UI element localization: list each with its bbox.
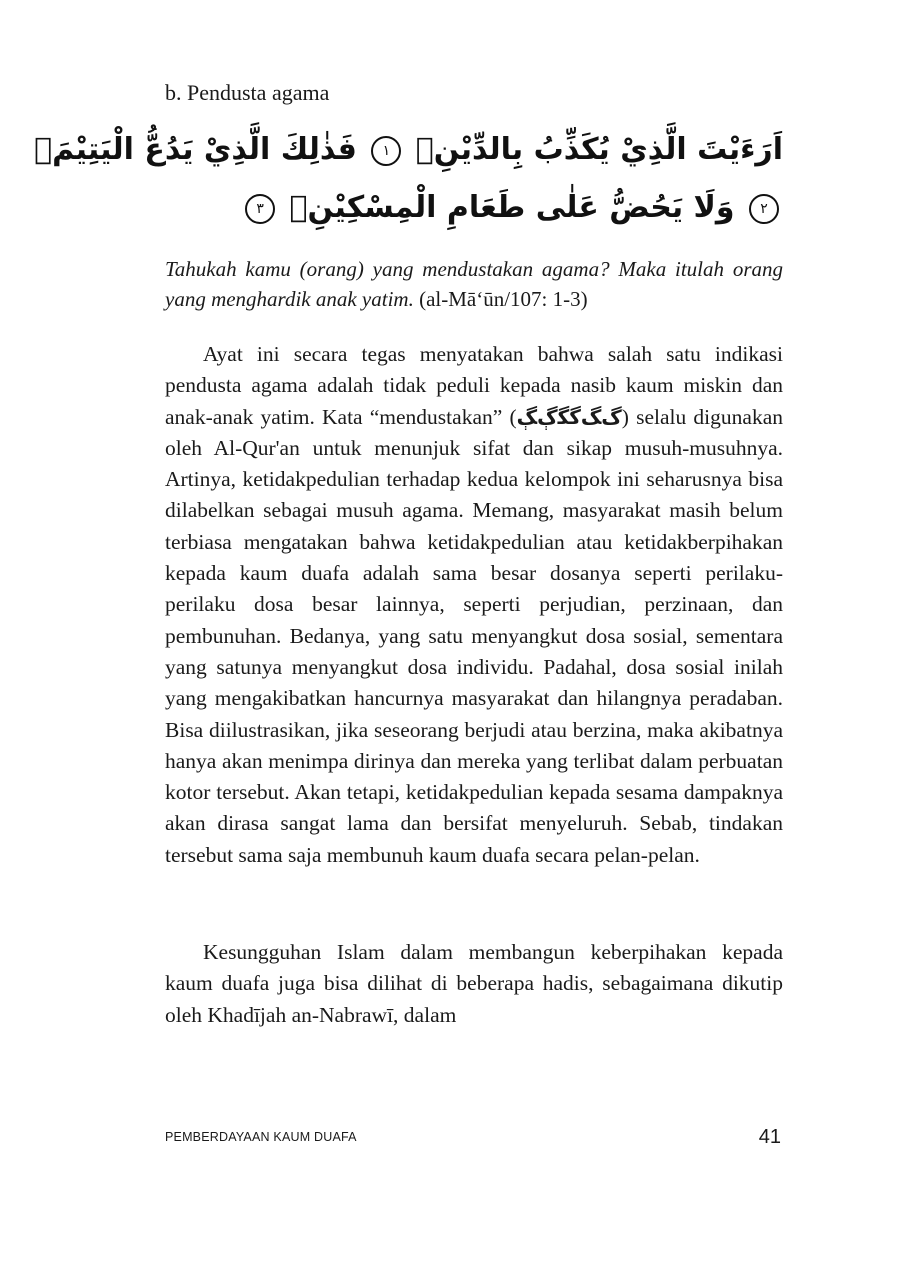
verse-number-marker-2: ٢ [749, 194, 779, 224]
arabic-verse-3-text: وَلَا يَحُضُّ عَلٰى طَعَامِ الْمِسْكِيْنِۗ [289, 190, 735, 225]
inline-arabic-term: ﮒﮓﮔﮕﮖﮗ [516, 404, 622, 429]
verse-number-marker-1: ١ [371, 136, 401, 166]
verse-number-marker-3: ٣ [245, 194, 275, 224]
verse-translation [165, 254, 783, 314]
section-heading: b. Pendusta agama [165, 80, 330, 105]
body-paragraph-1 [165, 339, 783, 871]
paragraph-1-text-start: Ayat ini secara tegas menyatakan bahwa salah satu indikasi pendusta agama adalah tidak peduli kepada nasib kaum miskin dan anak-anak yatim. Kata “mendustakan” ( [165, 342, 783, 429]
arabic-verse-line-2 [241, 190, 783, 225]
quran-verse-arabic [34, 128, 783, 240]
arabic-verse-2-text: فَذٰلِكَ الَّذِيْ يَدُعُّ الْيَتِيْمَۙ [34, 132, 357, 167]
arabic-verse-line-1 [34, 132, 783, 167]
verse-reference: (al-Mā‘ūn/107: 1-3) [413, 287, 588, 311]
body-paragraph-2: Kesungguhan Islam dalam membangun keberpihakan kepada kaum duafa juga bisa dilihat di beberapa hadis, sebagaimana dikutip oleh Khadījah an-Nabrawī, dalam [165, 940, 783, 1027]
page-number: 41 [758, 1126, 781, 1148]
paragraph-1-text-end: ) selalu digunakan oleh Al-Qur'an untuk menunjuk sifat dan sikap musuh-musuhnya. Artinya, ketidakpedulian terhadap kedua kelompok ini seharusnya bisa dilabelkan sebagai musuh agama. Memang, masyarakat masih belum terbiasa mengatakan bahwa ketidakpedulian atau ketidakberpihakan kepada kaum duafa adalah sama besar dosanya seperti perilaku-perilaku dosa besar lainnya, seperti perjudian, perzinaan, dan pembunuhan. Bedanya, yang satu menyangkut dosa sosial, sementara yang satunya menyangkut dosa individu. Padahal, dosa sosial inilah yang mengakibatkan hancurnya masyarakat dan hilangnya peradaban. Bisa diilustrasikan, jika seseorang berjudi atau berzina, maka akibatnya hanya akan menimpa dirinya dan mereka yang terlibat dalam perbuatan kotor tersebut. Akan tetapi, ketidakpedulian kepada sesama dampaknya akan dirasa sangat lama dan bersifat menyeluruh. Sebab, tindakan tersebut sama saja membunuh kaum duafa secara pelan-pelan. [165, 404, 783, 867]
translation-text: Tahukah kamu (orang) yang mendustakan agama? Maka itulah orang yang menghardik anak yatim. [165, 257, 783, 311]
footer-book-title: PEMBERDAYAAN KAUM DUAFA [165, 1130, 357, 1144]
arabic-verse-1-text: اَرَءَيْتَ الَّذِيْ يُكَذِّبُ بِالدِّيْنِۗ [415, 132, 783, 167]
